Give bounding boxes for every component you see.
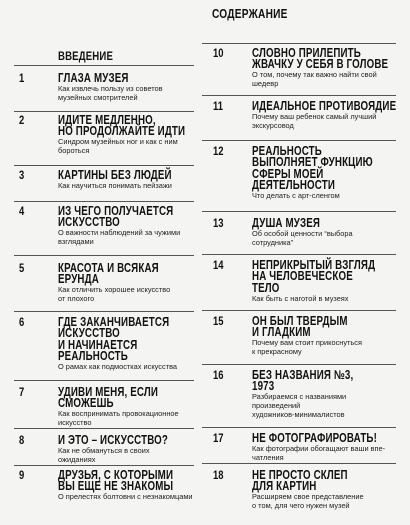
- entry-number: 9: [19, 470, 25, 482]
- entry-subtitle: О прелестях болтовни с незнакомцами: [58, 492, 193, 502]
- entry-title: КРАСОТА И ВСЯКАЯ ЕРУНДА: [58, 261, 159, 287]
- divider: [14, 428, 194, 429]
- entry-title: ГДЕ ЗАКАНЧИВАЕТСЯ ИСКУССТВО И НАЧИНАЕТСЯ РЕАЛЬНОСТЬ: [58, 315, 170, 364]
- entry-title: НЕ ФОТОГРАФИРОВАТЬ!: [252, 431, 378, 445]
- divider: [14, 311, 194, 312]
- entry-subtitle: О важности наблюдений за чужими взглядами: [58, 228, 181, 246]
- divider: [202, 427, 396, 428]
- entry-number: 7: [19, 387, 25, 399]
- entry-subtitle: Как научиться понимать пейзажи: [58, 181, 172, 190]
- entry-title: И ЭТО – ИСКУССТВО?: [58, 433, 169, 447]
- entry-number: 15: [213, 316, 224, 328]
- entry-title: ДУША МУЗЕЯ: [252, 216, 321, 230]
- entry-subtitle: Как быть с наготой в музеях: [252, 293, 349, 303]
- entry-title: УДИВИ МЕНЯ, ЕСЛИ СМОЖЕШЬ: [58, 385, 159, 411]
- divider: [202, 463, 396, 464]
- entry-subtitle: Почему вам стоит прикоснуться к прекрасному: [252, 338, 362, 356]
- entry-subtitle: Синдром музейных ног и как с ним бороться: [58, 137, 178, 155]
- entry-number: 5: [19, 263, 25, 275]
- entry-number: 16: [213, 370, 224, 382]
- divider: [14, 165, 194, 166]
- entry-title: КАРТИНЫ БЕЗ ЛЮДЕЙ: [58, 168, 172, 182]
- divider: [14, 255, 194, 256]
- divider: [202, 140, 396, 141]
- entry-title: НЕПРИКРЫТЫЙ ВЗГЛЯД НА ЧЕЛОВЕЧЕСКОЕ ТЕЛО: [252, 258, 376, 295]
- divider: [202, 364, 396, 365]
- entry-title: НЕ ПРОСТО СКЛЕП ДЛЯ КАРТИН: [252, 468, 348, 494]
- divider: [14, 201, 194, 202]
- entry-subtitle: О том, почему так важно найти свой шедевр: [252, 70, 377, 88]
- entry-number: 6: [19, 317, 25, 329]
- entry-subtitle: Как не обмануться в своих ожиданиях: [58, 446, 150, 464]
- entry-number: 2: [19, 115, 25, 127]
- entry-subtitle: Что делать с арт-сленгом: [252, 191, 340, 201]
- entry-number: 13: [213, 218, 224, 230]
- entry-number: 18: [213, 470, 224, 482]
- divider: [202, 310, 396, 311]
- entry-subtitle: Как извлечь пользу из советов музейных смотрителей: [58, 84, 163, 102]
- divider: [202, 95, 396, 96]
- entry-title: ИДИТЕ МЕДЛЕННО, НО ПРОДОЛЖАЙТЕ ИДТИ: [58, 113, 186, 139]
- entry-subtitle: Как воспринимать провокационное искусство: [58, 409, 179, 427]
- entry-number: 11: [213, 101, 223, 113]
- divider: [202, 43, 396, 44]
- divider: [14, 65, 194, 66]
- entry-number: 3: [19, 170, 25, 182]
- divider: [202, 211, 396, 212]
- entry-title: ОН БЫЛ ТВЕРДЫМ И ГЛАДКИМ: [252, 314, 348, 340]
- page-title: СОДЕРЖАНИЕ: [212, 6, 288, 21]
- entry-title: РЕАЛЬНОСТЬ ВЫПОЛНЯЕТ ФУНКЦИЮ СФЕРЫ МОЕЙ ДЕЯТЕЛЬНОСТИ: [252, 144, 373, 193]
- divider: [14, 111, 194, 112]
- entry-subtitle: О рамах как подмостках искусства: [58, 362, 178, 372]
- divider: [14, 380, 194, 381]
- divider: [202, 254, 396, 255]
- entry-subtitle: Расширяем свое представление о том, для чего нужен музей: [252, 492, 364, 510]
- entry-number: 17: [213, 433, 224, 445]
- entry-subtitle: Разбираемся с названиями произведений художников-минималистов: [252, 392, 347, 419]
- entry-number: 1: [19, 73, 25, 85]
- entry-number: 12: [213, 146, 224, 158]
- entry-subtitle: Об особой ценности “выбора сотрудника”: [252, 229, 353, 247]
- entry-number: 4: [19, 206, 25, 218]
- divider: [14, 465, 194, 466]
- entry-title: ИДЕАЛЬНОЕ ПРОТИВОЯДИЕ: [252, 99, 397, 113]
- entry-number: 14: [213, 260, 224, 272]
- entry-subtitle: Почему ваш ребенок самый лучший экскурсовод: [252, 112, 377, 130]
- entry-number: 10: [213, 48, 224, 60]
- entry-subtitle: Как отличить хорошее искусство от плохого: [58, 285, 171, 303]
- entry-title: БЕЗ НАЗВАНИЯ №3, 1973: [252, 368, 354, 394]
- entry-title: ДРУЗЬЯ, С КОТОРЫМИ ВЫ ЕЩЕ НЕ ЗНАКОМЫ: [58, 468, 174, 494]
- entry-title: СЛОВНО ПРИЛЕПИТЬ ЖВАЧКУ У СЕБЯ В ГОЛОВЕ: [252, 46, 389, 72]
- entry-number: 8: [19, 435, 25, 447]
- section-intro: ВВЕДЕНИЕ: [58, 49, 114, 63]
- entry-title: ИЗ ЧЕГО ПОЛУЧАЕТСЯ ИСКУССТВО: [58, 204, 174, 230]
- entry-subtitle: Как фотографии обогащают ваши впе- чатления: [252, 444, 386, 462]
- entry-title: ГЛАЗА МУЗЕЯ: [58, 71, 129, 85]
